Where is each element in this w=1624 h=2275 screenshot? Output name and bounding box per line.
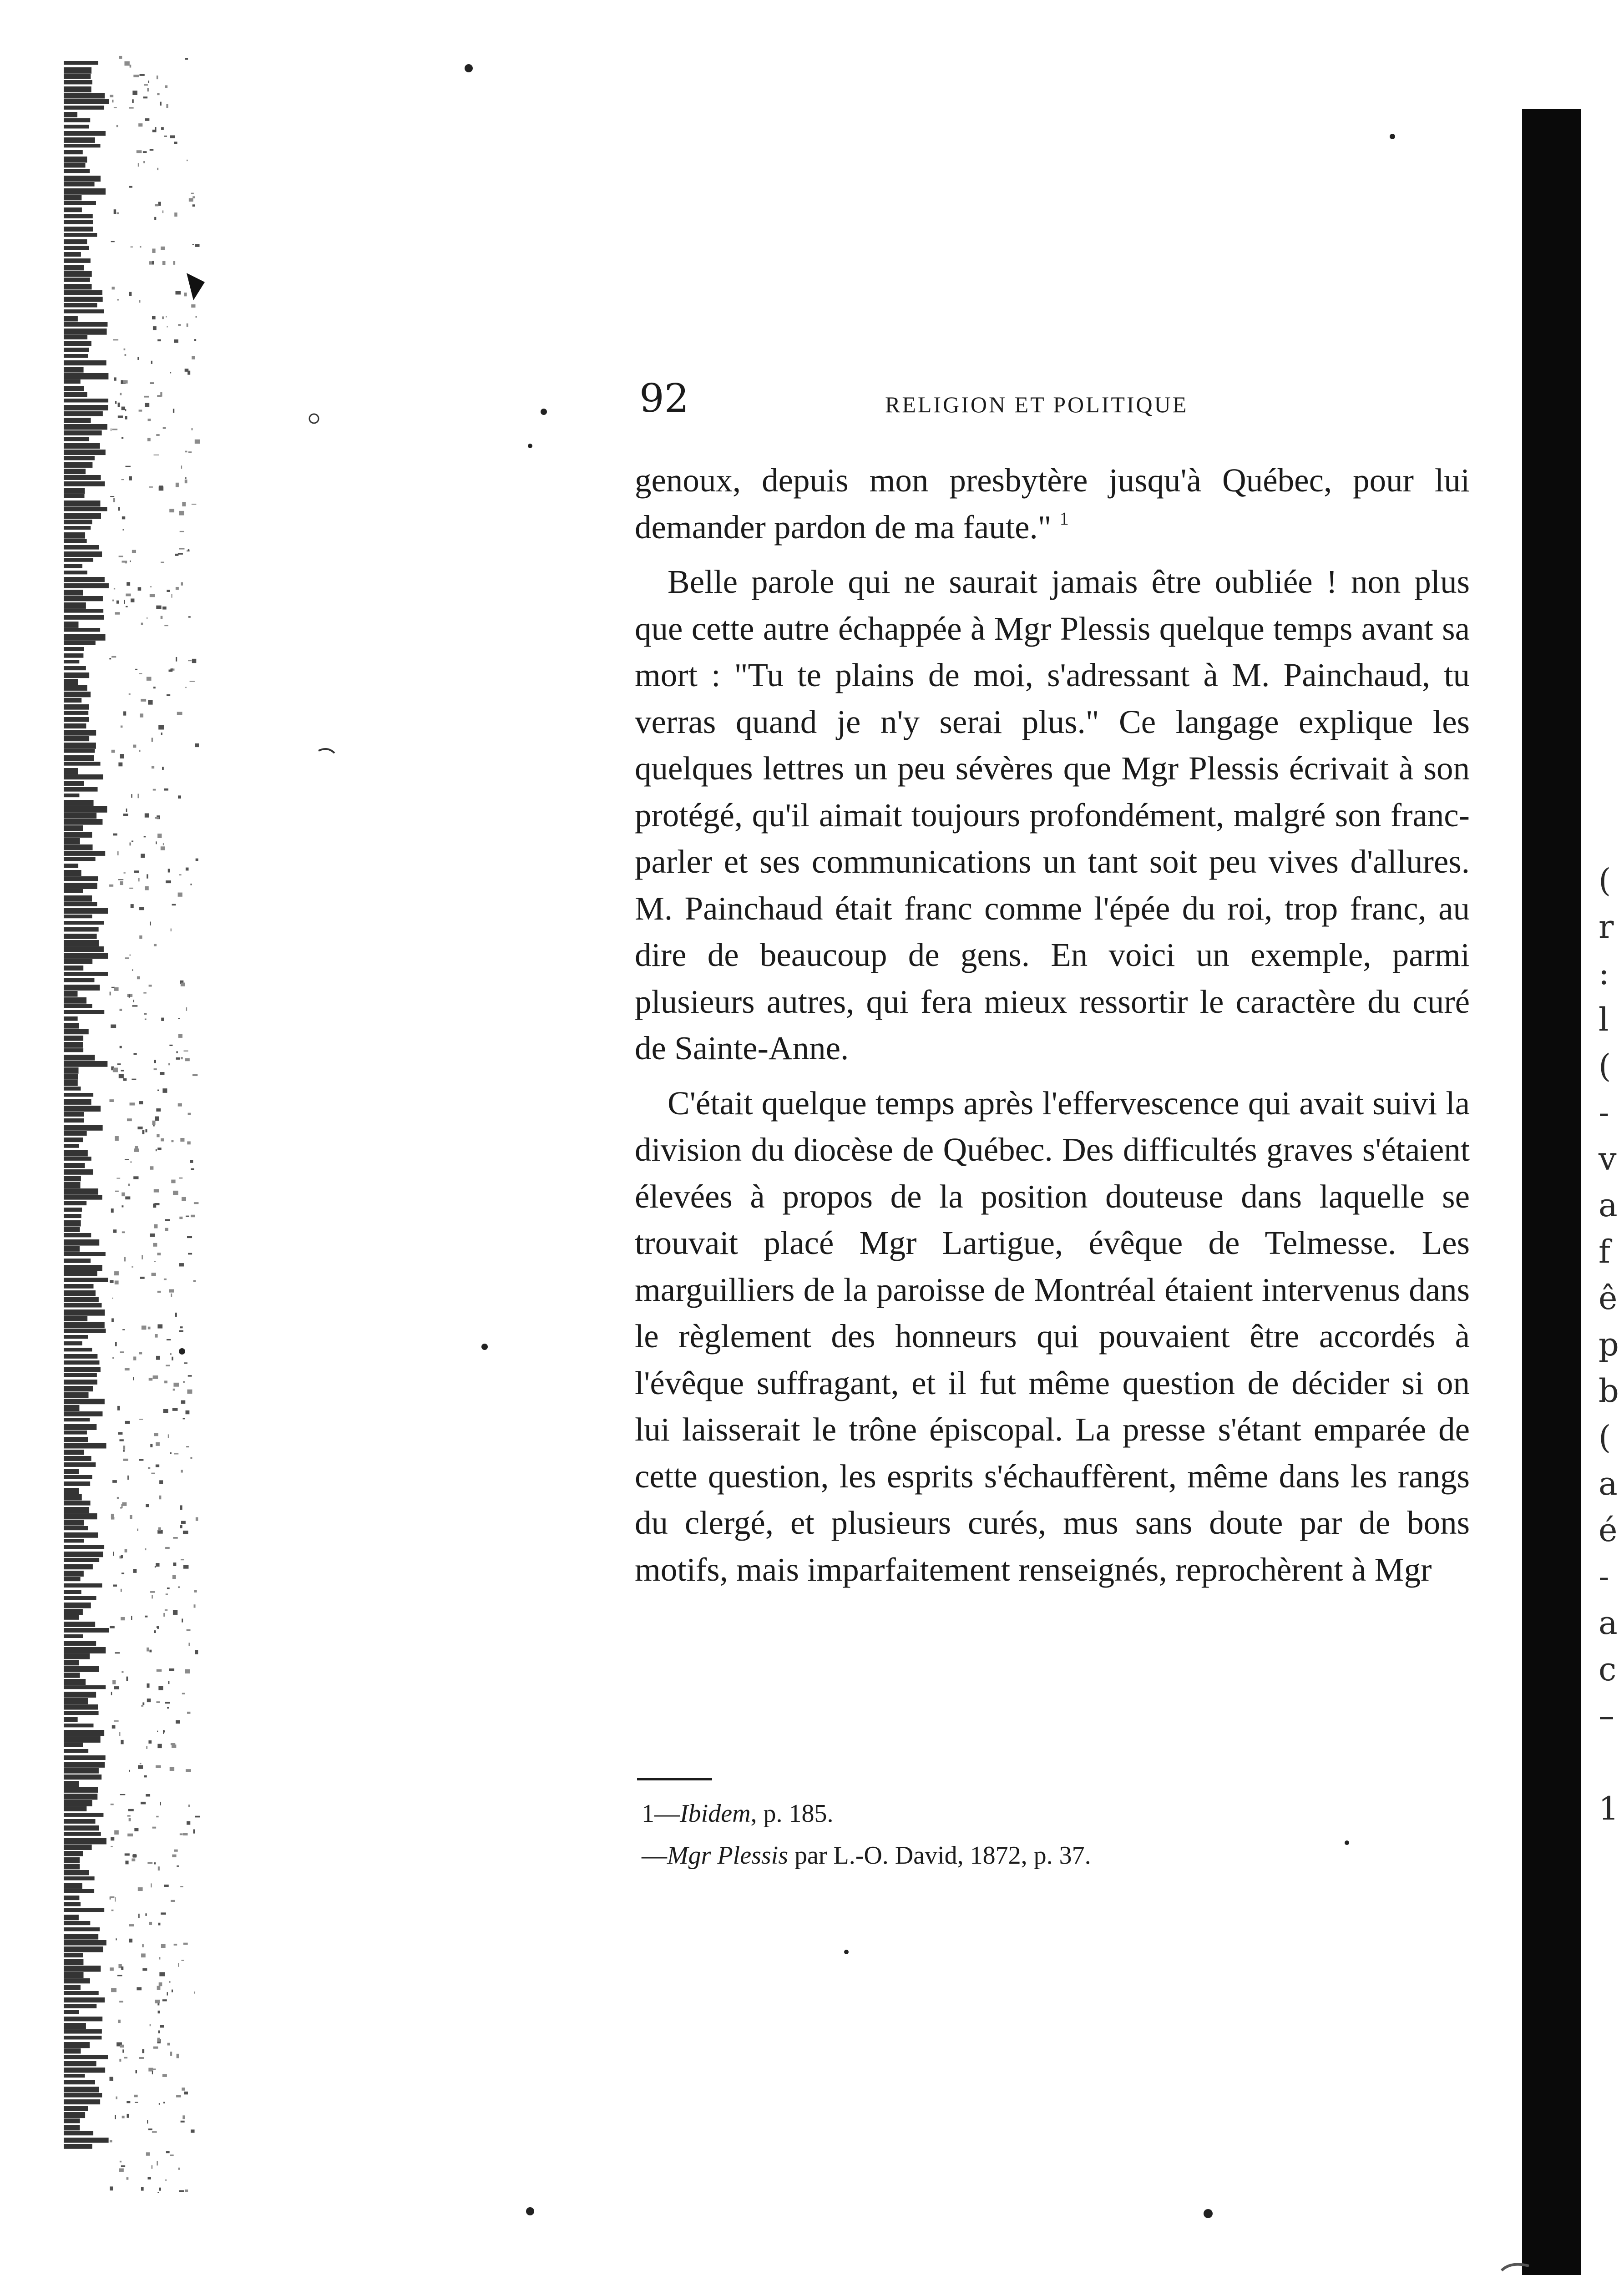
facing-page-glyph: é [1599, 1512, 1618, 1549]
facing-page-glyph: a [1599, 1465, 1618, 1502]
paragraph: genoux, depuis mon presbytère jusqu'à Québec, pour lui demander pardon de ma faute." $^1$ [635, 462, 1470, 546]
facing-page-glyph: r [1599, 908, 1614, 945]
footnotes [642, 1793, 1370, 1876]
facing-page-glyph: - [1599, 1558, 1609, 1595]
facing-page-glyph: 1 [1599, 1790, 1619, 1827]
scan-left-edge-artifact [64, 55, 200, 2193]
facing-page-glyph: l [1599, 1001, 1609, 1038]
footnote-reference: 1 [1059, 508, 1069, 529]
footnote-title: Mgr Plessis [667, 1841, 788, 1870]
facing-page-glyph: ( [1599, 862, 1611, 899]
footnote: 1—Ibidem, p. 185. [642, 1800, 834, 1828]
facing-page-glyph: p [1599, 1326, 1619, 1363]
facing-page-glyph: v [1599, 1140, 1617, 1178]
body-text [635, 457, 1470, 1601]
paragraph: C'était quelque temps après l'effervescence qui avait suivi la division du diocèse de Québec. Des difficultés graves s'étaient élevées à propos de la position douteuse dans laquelle se trouvait placé Mgr Lartigue, évêque de Telmesse. Les marguilliers de la paroisse de Montréal étaient intervenus dans le règlement des honneurs qui pouvaient être accordés à l'évêque suffragant, et il fut même question de décider si on lui laisserait le trône épiscopal. La presse s'étant emparée de cette question, les esprits s'échauffèrent, même dans les rangs du clergé, et plusieurs curés, mus sans doute par de bons motifs, mais imparfaitement renseignés, reprochèrent à Mgr [635, 1084, 1470, 1588]
facing-page-glyph: b [1599, 1372, 1619, 1410]
running-head: RELIGION ET POLITIQUE [885, 392, 1189, 417]
facing-page-glyph: - [1599, 1094, 1609, 1131]
scan-right-bar-artifact [1522, 109, 1581, 2275]
facing-page-glyph: ê [1599, 1279, 1618, 1317]
footnote-title: Ibidem [680, 1800, 751, 1828]
facing-page-glyph: a [1599, 1187, 1618, 1224]
facing-page-glyph: : [1599, 955, 1609, 992]
paragraph: Belle parole qui ne saurait jamais être oubliée ! non plus que cette autre échappée à Mgr Plessis quelque temps avant sa mort : "Tu te plains de moi, s'adressant à M. Painchaud, tu verras quand je n'y serai plus." Ce langage explique les quelques lettres un peu sévères que Mgr Plessis écrivait à son protégé, qu'il aimait toujours profondément, malgré son franc-parler et ses communications un tant soit peu vives d'allures. M. Painchaud était franc comme l'épée du roi, trop franc, au dire de beaucoup de gens. En voici un exemple, parmi plusieurs autres, qui fera mieux ressortir le caractère du curé de Sainte-Anne. [635, 563, 1470, 1067]
facing-page-glyph: c [1599, 1651, 1617, 1688]
facing-page-fragment [1590, 864, 1624, 1911]
facing-page-glyph: – [1599, 1697, 1614, 1734]
facing-page-glyph: ( [1599, 1419, 1611, 1456]
facing-page-glyph: f [1599, 1233, 1610, 1270]
page-header [639, 376, 1472, 430]
footnote-divider [637, 1778, 712, 1780]
facing-page-glyph: a [1599, 1604, 1618, 1642]
facing-page-glyph: ( [1599, 1047, 1611, 1085]
footnote: —Mgr Plessis par L.-O. David, 1872, p. 37. [642, 1841, 1091, 1870]
page-number: 92 [639, 376, 689, 421]
